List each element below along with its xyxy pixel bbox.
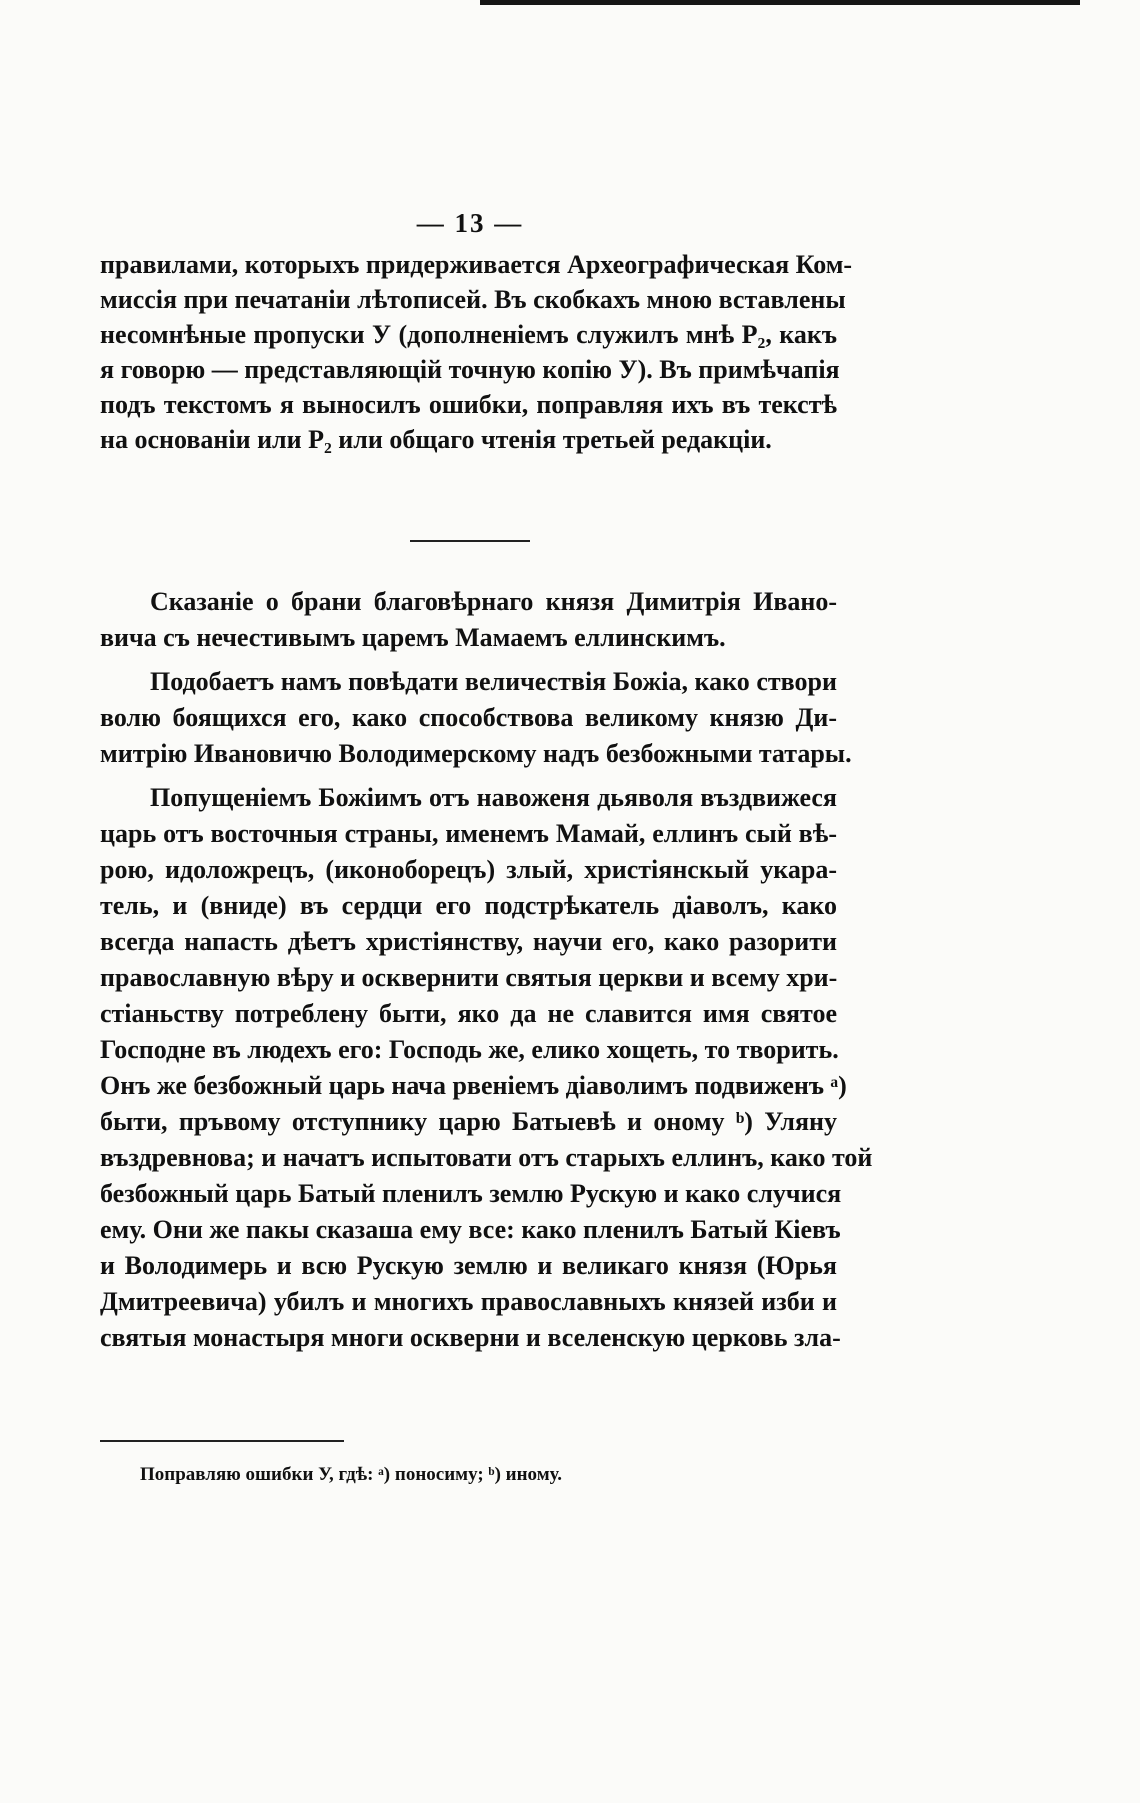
title-line: вича съ нечестивымъ царемъ Мамаемъ еллинскимъ. xyxy=(100,623,726,652)
text-line: рою, идоложрецъ, (иконоборецъ) злый, христіянскый укара- xyxy=(100,855,837,884)
text-line: Онъ же безбожный царь нача рвеніемъ діаволимъ подвиженъ ᵃ) xyxy=(100,1071,847,1100)
section-separator xyxy=(410,540,530,542)
text-line: митрію Ивановичю Володимерскому надъ безбожными татары. xyxy=(100,739,852,768)
text-line: я говорю — представляющій точную копію У). Въ примѣчапія xyxy=(100,355,840,384)
text-line: святыя монастыря многи оскверни и вселенскую церковь зла- xyxy=(100,1323,841,1352)
text-line: Подобаетъ намъ повѣдати величествія Божіа, како створи xyxy=(150,667,837,696)
text-line: всегда напасть дѣетъ христіянству, научи его, како разорити xyxy=(100,927,837,956)
text-line: царь отъ восточныя страны, именемъ Мамай, еллинъ сый вѣ- xyxy=(100,819,837,848)
top-edge-rule xyxy=(480,0,1080,5)
text-line: Дмитреевича) убилъ и многихъ православныхъ князей изби и xyxy=(100,1287,837,1316)
title-line: Сказаніе о брани благовѣрнаго князя Димитрія Ивано- xyxy=(150,587,837,616)
text-line: несомнѣные пропуски У (дополненіемъ служилъ мнѣ Р₂, какъ xyxy=(100,320,837,349)
text-line: тель, и (вниде) въ сердци его подстрѣкатель діаволъ, како xyxy=(100,891,837,920)
text-line: Господне въ людехъ его: Господь же, елико хощеть, то творить. xyxy=(100,1035,839,1064)
text-line: волю боящихся его, како способствова великому князю Ди- xyxy=(100,703,837,732)
footnote: Поправляю ошибки У, гдѣ: ᵃ) поносиму; ᵇ) иному. xyxy=(140,1464,562,1485)
text-line: православную вѣру и осквернити святыя церкви и всему хри- xyxy=(100,963,838,992)
text-line: миссія при печатаніи лѣтописей. Въ скобкахъ мною вставлены xyxy=(100,285,846,314)
text-line: безбожный царь Батый пленилъ землю Рускую и како случися xyxy=(100,1179,842,1208)
text-line: на основаніи или Р₂ или общаго чтенія третьей редакціи. xyxy=(100,425,772,454)
text-line: быти, пръвому отступнику царю Батыевѣ и оному ᵇ) Уляну xyxy=(100,1107,837,1136)
text-line: въздревнова; и начатъ испытовати отъ старыхъ еллинъ, како той xyxy=(100,1143,873,1172)
text-line: ему. Они же пакы сказаша ему все: како пленилъ Батый Кіевъ xyxy=(100,1215,841,1244)
text-line: стіаньству потреблену быти, яко да не славится имя святое xyxy=(100,999,837,1028)
text-line: правилами, которыхъ придерживается Археографическая Ком- xyxy=(100,250,853,279)
text-line: подъ текстомъ я выносилъ ошибки, поправляя ихъ въ текстѣ xyxy=(100,390,837,419)
text-line: Попущеніемъ Божіимъ отъ навоженя дьяволя въздвижеся xyxy=(150,783,837,812)
footnote-rule xyxy=(100,1440,344,1442)
page-number: — 13 — xyxy=(416,208,524,238)
text-line: и Володимерь и всю Рускую землю и великаго князя (Юрья xyxy=(100,1251,837,1280)
